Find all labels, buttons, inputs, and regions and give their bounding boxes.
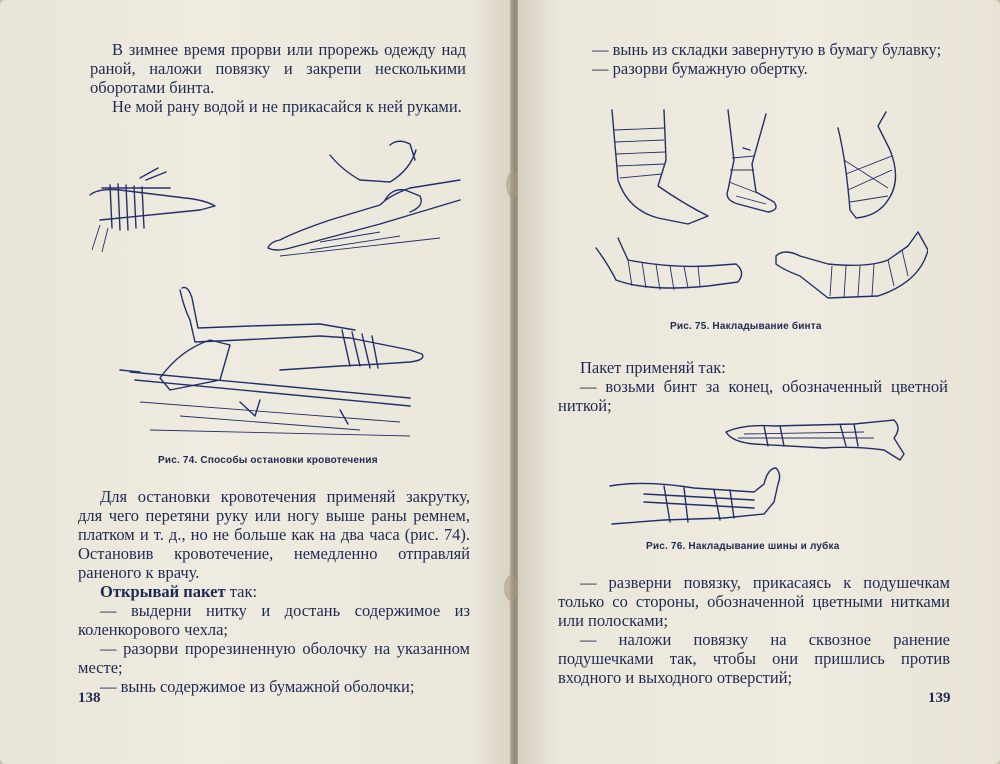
tourniquet-arm-drawing — [90, 168, 215, 252]
figure-74-illustration — [80, 140, 480, 440]
figure-76-illustration — [604, 410, 924, 530]
stretcher-leg-drawing — [120, 287, 423, 436]
open-packet-rest: так: — [229, 582, 258, 601]
bandaged-ankle-drawing — [727, 110, 776, 212]
bandaged-shoulder-drawing — [838, 112, 896, 218]
bandaged-forearm-left-drawing — [596, 238, 742, 290]
top-step-2: — разорви бумажную обертку. — [592, 59, 808, 78]
figure-74-caption: Рис. 74. Способы остановки кровотечения — [158, 455, 378, 466]
apply-intro: Пакет применяй так: — [580, 358, 726, 377]
bandaged-forearm-right-drawing — [776, 232, 928, 298]
tourniquet-paragraph: Для остановки кровотечения применяй закрутку, для чего перетяни руку или ногу выше раны ремнем, платком и т. д., но не больше как на два часа (рис. 74). Остановив кровотечение, немедленно отправляй раненого к врачу. — [78, 487, 470, 582]
right-page-number: 139 — [928, 690, 951, 706]
pressure-arm-drawing — [268, 141, 460, 256]
open-step-1: — выдерни нитку и достань содержимое из коленкорового чехла; — [78, 601, 470, 639]
top-step-1: — вынь из складки завернутую в бумагу булавку; — [592, 40, 942, 59]
right-top-text — [570, 40, 966, 78]
intro-paragraph-1: В зимнее время прорви или прорежь одежду над раной, наложи повязку и закрепи несколькими оборотами бинта. — [90, 40, 466, 97]
right-bottom-text — [558, 573, 950, 687]
apply-text — [558, 358, 948, 415]
left-page-number: 138 — [78, 690, 101, 706]
figure-75-caption: Рис. 75. Накладывание бинта — [670, 321, 822, 332]
open-step-2: — разорви прорезиненную оболочку на указанном месте; — [78, 639, 470, 677]
bottom-step-1: — разверни повязку, прикасаясь к подушечкам только со стороны, обозначенной цветными нитками или полосками; — [558, 573, 950, 630]
open-packet-bold: Открывай пакет — [100, 582, 226, 601]
left-intro-text — [90, 40, 466, 116]
intro-paragraph-2: Не мой рану водой и не прикасайся к ней руками. — [112, 97, 462, 116]
splinted-arm-drawing — [726, 420, 904, 460]
binding-stain — [504, 575, 518, 601]
apply-step-1: — возьми бинт за конец, обозначенный цветной ниткой; — [558, 377, 948, 415]
left-body-text — [78, 487, 470, 696]
bottom-step-2: — наложи повязку на сквозное ранение подушечками так, чтобы они пришлись против входного и выходного отверстий; — [558, 630, 950, 687]
splinted-leg-drawing — [610, 468, 780, 524]
right-page — [518, 0, 1000, 764]
bandaged-knee-drawing — [612, 110, 708, 224]
open-packet-line — [78, 582, 470, 601]
figure-76-caption: Рис. 76. Накладывание шины и лубка — [646, 541, 840, 552]
figure-75-illustration — [588, 100, 928, 310]
open-step-3: — вынь содержимое из бумажной оболочки; — [100, 677, 415, 696]
